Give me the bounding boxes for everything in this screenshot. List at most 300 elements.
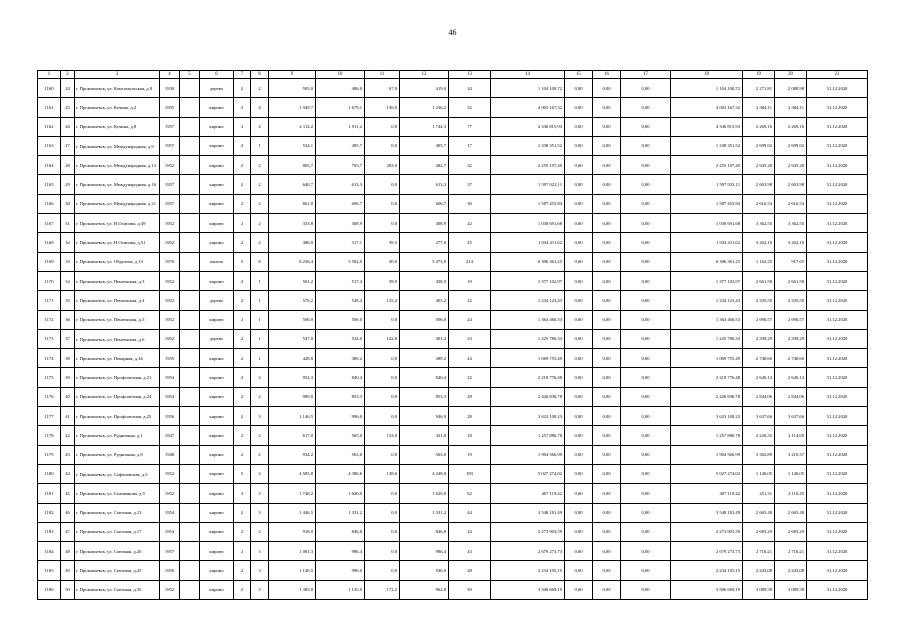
table-cell: 1947 bbox=[160, 426, 180, 445]
table-cell: 1957 bbox=[160, 175, 180, 194]
table-cell: 1179 bbox=[38, 445, 61, 464]
table-cell: 28 bbox=[449, 407, 491, 426]
table-cell: 39 bbox=[61, 368, 75, 387]
table-cell: 2 114,69 bbox=[775, 426, 807, 445]
table-cell: 0,0 bbox=[365, 407, 400, 426]
table-cell: 3 262,10 bbox=[743, 233, 775, 252]
table-cell: 1 081,3 bbox=[269, 542, 316, 561]
table-cell: 2 bbox=[251, 426, 269, 445]
table-cell: 49 bbox=[61, 561, 75, 580]
table-cell: 22 bbox=[449, 291, 491, 310]
table-cell: 0,00 bbox=[565, 407, 593, 426]
table-cell: 31.12.2020 bbox=[807, 387, 868, 406]
table-cell: 0,00 bbox=[593, 484, 621, 503]
table-cell: 1 069 755,49 bbox=[671, 349, 743, 368]
table-cell: 2 bbox=[234, 175, 251, 194]
table-cell: 0,00 bbox=[621, 136, 671, 155]
table-cell: 0,00 bbox=[593, 580, 621, 599]
table-cell: 31.12.2020 bbox=[807, 464, 868, 483]
table-cell: кирпич bbox=[200, 175, 234, 194]
table-cell: 0,00 bbox=[565, 175, 593, 194]
table-cell: 45 bbox=[61, 484, 75, 503]
table-cell: 2 335,59 bbox=[775, 291, 807, 310]
table-cell: 428,8 bbox=[269, 349, 316, 368]
table-row bbox=[38, 271, 868, 290]
data-table bbox=[37, 70, 868, 600]
table-row bbox=[38, 79, 868, 98]
table-cell: 2 218 776,48 bbox=[671, 368, 743, 387]
table-cell: 2 bbox=[234, 426, 251, 445]
table-cell: 1930 bbox=[160, 79, 180, 98]
table-cell: 846,8 bbox=[400, 522, 449, 541]
table-cell: 2 bbox=[251, 194, 269, 213]
table-cell: 30,0 bbox=[365, 252, 400, 271]
table-cell: 3 bbox=[251, 561, 269, 580]
table-cell: 1952 bbox=[160, 291, 180, 310]
table-cell: кирпич bbox=[200, 368, 234, 387]
table-cell: 989,0 bbox=[269, 387, 316, 406]
table-cell: 2 696,57 bbox=[775, 310, 807, 329]
table-cell: 506,0 bbox=[316, 310, 365, 329]
table-cell: 62 bbox=[449, 484, 491, 503]
table-cell: 31.12.2020 bbox=[807, 522, 868, 541]
column-header: 16 bbox=[593, 71, 621, 79]
table-cell: 407 119,42 bbox=[671, 484, 743, 503]
table-cell: 2 269,16 bbox=[743, 117, 775, 136]
table-cell: 2 bbox=[251, 387, 269, 406]
table-cell bbox=[180, 310, 200, 329]
table-cell: 1 038 691,68 bbox=[671, 214, 743, 233]
column-header: 2 bbox=[61, 71, 75, 79]
table-cell bbox=[180, 175, 200, 194]
table-cell: 2 269,16 bbox=[775, 117, 807, 136]
table-cell: 133,0 bbox=[365, 426, 400, 445]
table-cell: 24 bbox=[449, 310, 491, 329]
table-cell: 0,00 bbox=[621, 214, 671, 233]
table-cell: 0,0 bbox=[365, 484, 400, 503]
table-cell: кирпич bbox=[200, 580, 234, 599]
table-cell: 1952 bbox=[160, 484, 180, 503]
table-cell: 1 104 100,72 bbox=[671, 79, 743, 98]
table-cell: 986,4 bbox=[400, 542, 449, 561]
table-cell: кирпич bbox=[200, 387, 234, 406]
address-cell: г. Прокопьевск, ул. Профсоюзная, д.25 bbox=[75, 407, 160, 426]
table-cell bbox=[180, 522, 200, 541]
table-cell: 37 bbox=[61, 329, 75, 348]
table-row bbox=[38, 349, 868, 368]
table-cell: 563,0 bbox=[316, 445, 365, 464]
table-cell: 4 386,6 bbox=[316, 464, 365, 483]
table-cell: 1 446,5 bbox=[269, 503, 316, 522]
table-cell: 0,00 bbox=[593, 310, 621, 329]
table-cell: 58,9 bbox=[365, 271, 400, 290]
table-cell: 1178 bbox=[38, 426, 61, 445]
table-cell bbox=[180, 561, 200, 580]
table-cell: 617,0 bbox=[269, 426, 316, 445]
table-cell: 1952 bbox=[160, 233, 180, 252]
table-row bbox=[38, 117, 868, 136]
table-cell: 576,2 bbox=[269, 291, 316, 310]
table-cell: 954,3 bbox=[269, 368, 316, 387]
table-cell: 2 844,06 bbox=[775, 387, 807, 406]
column-header: 8 bbox=[251, 71, 269, 79]
table-cell: 389,2 bbox=[316, 349, 365, 368]
table-cell: 2 679 273,73 bbox=[671, 542, 743, 561]
table-cell: 853,3 bbox=[400, 387, 449, 406]
table-cell: 43 bbox=[61, 445, 75, 464]
table-cell: 1 162,55 bbox=[743, 252, 775, 271]
table-cell: 0,00 bbox=[565, 291, 593, 310]
table-cell: 840,4 bbox=[316, 368, 365, 387]
column-header: 3 bbox=[75, 71, 160, 79]
table-cell: 1 225 786,33 bbox=[491, 329, 565, 348]
table-cell: 31.12.2020 bbox=[807, 407, 868, 426]
table-cell: кирпич bbox=[200, 542, 234, 561]
table-cell: 0,00 bbox=[621, 271, 671, 290]
table-row bbox=[38, 561, 868, 580]
table-cell: 2 bbox=[234, 310, 251, 329]
column-header: 10 bbox=[316, 71, 365, 79]
table-cell: 1 bbox=[251, 349, 269, 368]
table-cell: 2 234 105,15 bbox=[491, 561, 565, 580]
table-cell: 31.12.2020 bbox=[807, 214, 868, 233]
table-cell: 0,0 bbox=[365, 522, 400, 541]
table-cell: 1 338 351,52 bbox=[671, 136, 743, 155]
table-cell: 1168 bbox=[38, 233, 61, 252]
table-cell: 1 620,0 bbox=[316, 484, 365, 503]
table-cell: 3 623 108,23 bbox=[671, 407, 743, 426]
table-cell: 2 bbox=[234, 368, 251, 387]
table-cell: 1166 bbox=[38, 194, 61, 213]
table-cell: 24 bbox=[449, 522, 491, 541]
table-cell: 42 bbox=[61, 426, 75, 445]
table-cell: 0,00 bbox=[621, 175, 671, 194]
table-cell: 41 bbox=[61, 407, 75, 426]
table-cell: 3 262,10 bbox=[775, 233, 807, 252]
column-header: 5 bbox=[180, 71, 200, 79]
table-cell: 0,00 bbox=[621, 310, 671, 329]
table-cell: 31.12.2020 bbox=[807, 542, 868, 561]
table-cell: 1 038 691,68 bbox=[491, 214, 565, 233]
table-cell: 389,2 bbox=[400, 349, 449, 368]
table-cell: 0,00 bbox=[565, 349, 593, 368]
table-cell: 77 bbox=[449, 117, 491, 136]
table-cell: 36 bbox=[61, 310, 75, 329]
table-cell: 0,00 bbox=[565, 329, 593, 348]
table-cell: 3 506 669,19 bbox=[491, 580, 565, 599]
table-cell: 606,7 bbox=[316, 194, 365, 213]
table-cell: 0,00 bbox=[621, 387, 671, 406]
table-cell: 31.12.2020 bbox=[807, 136, 868, 155]
table-cell: 996,0 bbox=[316, 561, 365, 580]
table-cell: 0,0 bbox=[365, 310, 400, 329]
table-cell: 183 bbox=[449, 464, 491, 483]
table-cell: 1185 bbox=[38, 561, 61, 580]
table-cell: 35 bbox=[61, 291, 75, 310]
table-cell: кирпич bbox=[200, 194, 234, 213]
table-cell: 2 112,2 bbox=[269, 117, 316, 136]
table-cell: 31.12.2020 bbox=[807, 175, 868, 194]
table-cell: 1162 bbox=[38, 117, 61, 136]
table-cell bbox=[180, 329, 200, 348]
table-cell: 482,7 bbox=[400, 156, 449, 175]
table-cell: 2 bbox=[251, 214, 269, 233]
table-cell: 2 426 836,78 bbox=[491, 387, 565, 406]
table-cell: 2 bbox=[234, 561, 251, 580]
address-cell: г. Прокопьевск, ул. Союзная, д.13 bbox=[75, 503, 160, 522]
table-cell: 0,00 bbox=[621, 580, 671, 599]
table-cell: 0,00 bbox=[621, 252, 671, 271]
table-cell bbox=[180, 194, 200, 213]
table-cell: 1 385,0 bbox=[269, 580, 316, 599]
table-cell: 2 bbox=[234, 156, 251, 175]
table-cell: 1 bbox=[251, 310, 269, 329]
table-cell: 946,9 bbox=[400, 407, 449, 426]
table-cell: 1 331,2 bbox=[316, 503, 365, 522]
table-cell: 1 234 123,43 bbox=[671, 291, 743, 310]
table-cell: 1 bbox=[251, 271, 269, 290]
table-cell: 1 069 755,49 bbox=[491, 349, 565, 368]
table-cell: 33 bbox=[61, 252, 75, 271]
table-row bbox=[38, 542, 868, 561]
table-cell: кирпич bbox=[200, 426, 234, 445]
table-row bbox=[38, 387, 868, 406]
table-cell: 24 bbox=[449, 79, 491, 98]
table-cell: 2 bbox=[234, 580, 251, 599]
table-cell bbox=[180, 426, 200, 445]
table-cell: панель bbox=[200, 252, 234, 271]
table-cell: 2 bbox=[234, 329, 251, 348]
table-cell: 3 bbox=[234, 484, 251, 503]
table-cell: 2 661,58 bbox=[743, 271, 775, 290]
address-cell: г. Прокопьевск, ул. Селиванова, д.5 bbox=[75, 484, 160, 503]
table-cell: 2 603,98 bbox=[775, 175, 807, 194]
table-cell: 27 bbox=[61, 136, 75, 155]
column-header: 19 bbox=[743, 71, 775, 79]
table-cell: 0,00 bbox=[565, 233, 593, 252]
table-cell: 0,00 bbox=[621, 503, 671, 522]
address-cell: г. Прокопьевск, ул. Международная, д.21 bbox=[75, 194, 160, 213]
column-header: 14 bbox=[491, 71, 565, 79]
table-cell bbox=[180, 117, 200, 136]
table-cell bbox=[180, 387, 200, 406]
address-cell: г. Прокопьевск, ул. Профсоюзная, д.21 bbox=[75, 368, 160, 387]
address-cell: г. Прокопьевск, ул. Кучина, д.2 bbox=[75, 98, 160, 117]
table-cell: 5 027 274,02 bbox=[491, 464, 565, 483]
table-cell: 31.12.2020 bbox=[807, 503, 868, 522]
table-cell: 1170 bbox=[38, 271, 61, 290]
table-cell: 2 640,14 bbox=[775, 368, 807, 387]
table-cell: 1 257 886,78 bbox=[671, 426, 743, 445]
table-cell: 0,00 bbox=[593, 117, 621, 136]
table-cell: 0,00 bbox=[593, 233, 621, 252]
table-cell: 2 bbox=[251, 368, 269, 387]
table-cell: 1180 bbox=[38, 464, 61, 483]
table-cell: 0,00 bbox=[593, 445, 621, 464]
table-cell: 2 bbox=[234, 522, 251, 541]
address-cell: г. Прокопьевск, ул. Международная, д.16 bbox=[75, 175, 160, 194]
table-cell: 0,00 bbox=[593, 329, 621, 348]
table-cell: 1955 bbox=[160, 349, 180, 368]
table-cell: 1 620,0 bbox=[400, 484, 449, 503]
column-header: 4 bbox=[160, 71, 180, 79]
table-cell: 17 bbox=[449, 136, 491, 155]
address-cell: г. Прокопьевск, ул. Сафоновская, д.3 bbox=[75, 464, 160, 483]
table-cell: 4 bbox=[251, 98, 269, 117]
table-cell bbox=[180, 271, 200, 290]
table-cell bbox=[180, 349, 200, 368]
table-cell: 40 bbox=[61, 387, 75, 406]
table-cell: 2 243,08 bbox=[775, 561, 807, 580]
table-cell: 4 336 815,93 bbox=[491, 117, 565, 136]
table-cell: 0,0 bbox=[365, 503, 400, 522]
table-cell: 1952 bbox=[160, 329, 180, 348]
table-cell: 2 335,59 bbox=[743, 291, 775, 310]
table-cell: 2 bbox=[234, 542, 251, 561]
table-cell: 386,0 bbox=[269, 233, 316, 252]
table-cell: 1 597 023,11 bbox=[671, 175, 743, 194]
table-cell: 136,0 bbox=[365, 98, 400, 117]
address-cell: г. Прокопьевск, ул. Пензенская, д.4 bbox=[75, 291, 160, 310]
table-cell bbox=[180, 214, 200, 233]
table-cell: 1 748,2 bbox=[269, 484, 316, 503]
table-cell: 2 110,45 bbox=[775, 484, 807, 503]
table-cell: 1 949,7 bbox=[269, 98, 316, 117]
table-cell: 1954 bbox=[160, 522, 180, 541]
table-cell: 401,2 bbox=[400, 329, 449, 348]
table-row bbox=[38, 522, 868, 541]
table-cell: 0,00 bbox=[621, 426, 671, 445]
table-cell: 0,00 bbox=[593, 426, 621, 445]
table-cell: 2 bbox=[234, 503, 251, 522]
table-row bbox=[38, 252, 868, 271]
table-cell: 0,00 bbox=[593, 79, 621, 98]
table-cell bbox=[180, 445, 200, 464]
table-cell: 1956 bbox=[160, 561, 180, 580]
table-cell: 1 587 455,84 bbox=[491, 194, 565, 213]
table-cell bbox=[180, 580, 200, 599]
table-cell: 125,2 bbox=[365, 291, 400, 310]
table-cell: 172,2 bbox=[365, 580, 400, 599]
table-cell: 28 bbox=[449, 387, 491, 406]
table-cell: 853,3 bbox=[316, 387, 365, 406]
table-cell: 0,00 bbox=[593, 503, 621, 522]
table-cell: 3 089,58 bbox=[775, 580, 807, 599]
table-cell: 308,9 bbox=[400, 214, 449, 233]
table-cell: 613,3 bbox=[316, 175, 365, 194]
table-cell bbox=[180, 291, 200, 310]
table-cell: 2 bbox=[234, 445, 251, 464]
table-cell: 1186 bbox=[38, 580, 61, 599]
table-cell: 0,00 bbox=[565, 252, 593, 271]
table-cell: кирпич bbox=[200, 233, 234, 252]
table-cell: 0,00 bbox=[565, 79, 593, 98]
table-cell: 0,0 bbox=[365, 136, 400, 155]
table-cell: 31.12.2020 bbox=[807, 484, 868, 503]
table-cell: 4 336 815,93 bbox=[671, 117, 743, 136]
table-cell: 30 bbox=[449, 194, 491, 213]
table-cell: 1160 bbox=[38, 79, 61, 98]
table-cell: 31.12.2020 bbox=[807, 79, 868, 98]
table-cell: 0,00 bbox=[565, 503, 593, 522]
table-cell: 4 003 167,32 bbox=[671, 98, 743, 117]
table-cell: 0,00 bbox=[621, 349, 671, 368]
table-cell: кирпич bbox=[200, 310, 234, 329]
table-cell bbox=[180, 156, 200, 175]
table-cell: 2 bbox=[251, 156, 269, 175]
column-header: 17 bbox=[621, 71, 671, 79]
table-cell: 2 bbox=[234, 136, 251, 155]
table-cell: кирпич bbox=[200, 271, 234, 290]
table-cell: 661,0 bbox=[269, 194, 316, 213]
table-cell: 3 bbox=[234, 98, 251, 117]
column-header: 6 bbox=[200, 71, 234, 79]
table-cell: 934,2 bbox=[269, 445, 316, 464]
table-cell: 2 bbox=[234, 214, 251, 233]
table-cell: 0,0 bbox=[365, 175, 400, 194]
table-cell: 505,0 bbox=[269, 79, 316, 98]
table-cell: 1 146,5 bbox=[269, 407, 316, 426]
table-cell: 2 616,54 bbox=[775, 194, 807, 213]
table-cell: 3 548 181,49 bbox=[671, 503, 743, 522]
table-cell: 0,00 bbox=[565, 271, 593, 290]
table-cell: 0,00 bbox=[593, 561, 621, 580]
table-cell: 0,00 bbox=[565, 156, 593, 175]
table-cell: кирпич bbox=[200, 445, 234, 464]
table-cell: 0,00 bbox=[621, 194, 671, 213]
table-cell: 962,8 bbox=[400, 580, 449, 599]
table-cell: 1164 bbox=[38, 156, 61, 175]
table-cell: 1952 bbox=[160, 580, 180, 599]
table-cell: 3 362,55 bbox=[743, 214, 775, 233]
table-cell: 2 271,81 bbox=[743, 79, 775, 98]
address-cell: г. Прокопьевск, ул. Союзная, д.17 bbox=[75, 522, 160, 541]
table-cell: 1952 bbox=[160, 156, 180, 175]
table-cell: 0,00 bbox=[565, 136, 593, 155]
table-cell bbox=[180, 98, 200, 117]
table-cell: 251,31 bbox=[743, 484, 775, 503]
table-cell: кирпич bbox=[200, 484, 234, 503]
table-cell: 495,7 bbox=[316, 136, 365, 155]
table-cell: 1957 bbox=[160, 117, 180, 136]
table-cell: 1 338 351,52 bbox=[491, 136, 565, 155]
address-cell: г. Прокопьевск, ул. Международная, д.13 bbox=[75, 156, 160, 175]
table-cell: 1954 bbox=[160, 368, 180, 387]
table-cell: 2 bbox=[234, 407, 251, 426]
table-cell: 28 bbox=[449, 561, 491, 580]
table-cell bbox=[180, 79, 200, 98]
table-cell: 3 bbox=[251, 580, 269, 599]
column-header: 12 bbox=[400, 71, 449, 79]
table-cell: 0,00 bbox=[621, 233, 671, 252]
table-cell: 31.12.2020 bbox=[807, 426, 868, 445]
table-cell: 407 119,42 bbox=[491, 484, 565, 503]
table-cell: 1952 bbox=[160, 464, 180, 483]
table-cell: 3 bbox=[251, 542, 269, 561]
table-cell: 30 bbox=[61, 194, 75, 213]
table-cell: 2 243,08 bbox=[743, 561, 775, 580]
table-cell: 5 bbox=[234, 464, 251, 483]
table-cell: 524,0 bbox=[316, 329, 365, 348]
table-cell: 2 088,98 bbox=[775, 79, 807, 98]
table-cell: 0,00 bbox=[565, 310, 593, 329]
table-cell: 24 bbox=[61, 79, 75, 98]
table-cell: 3 637,66 bbox=[743, 407, 775, 426]
table-cell: 2 bbox=[234, 194, 251, 213]
table-cell: кирпич bbox=[200, 156, 234, 175]
table-cell: 917,65 bbox=[775, 252, 807, 271]
table-cell: 31.12.2020 bbox=[807, 252, 868, 271]
